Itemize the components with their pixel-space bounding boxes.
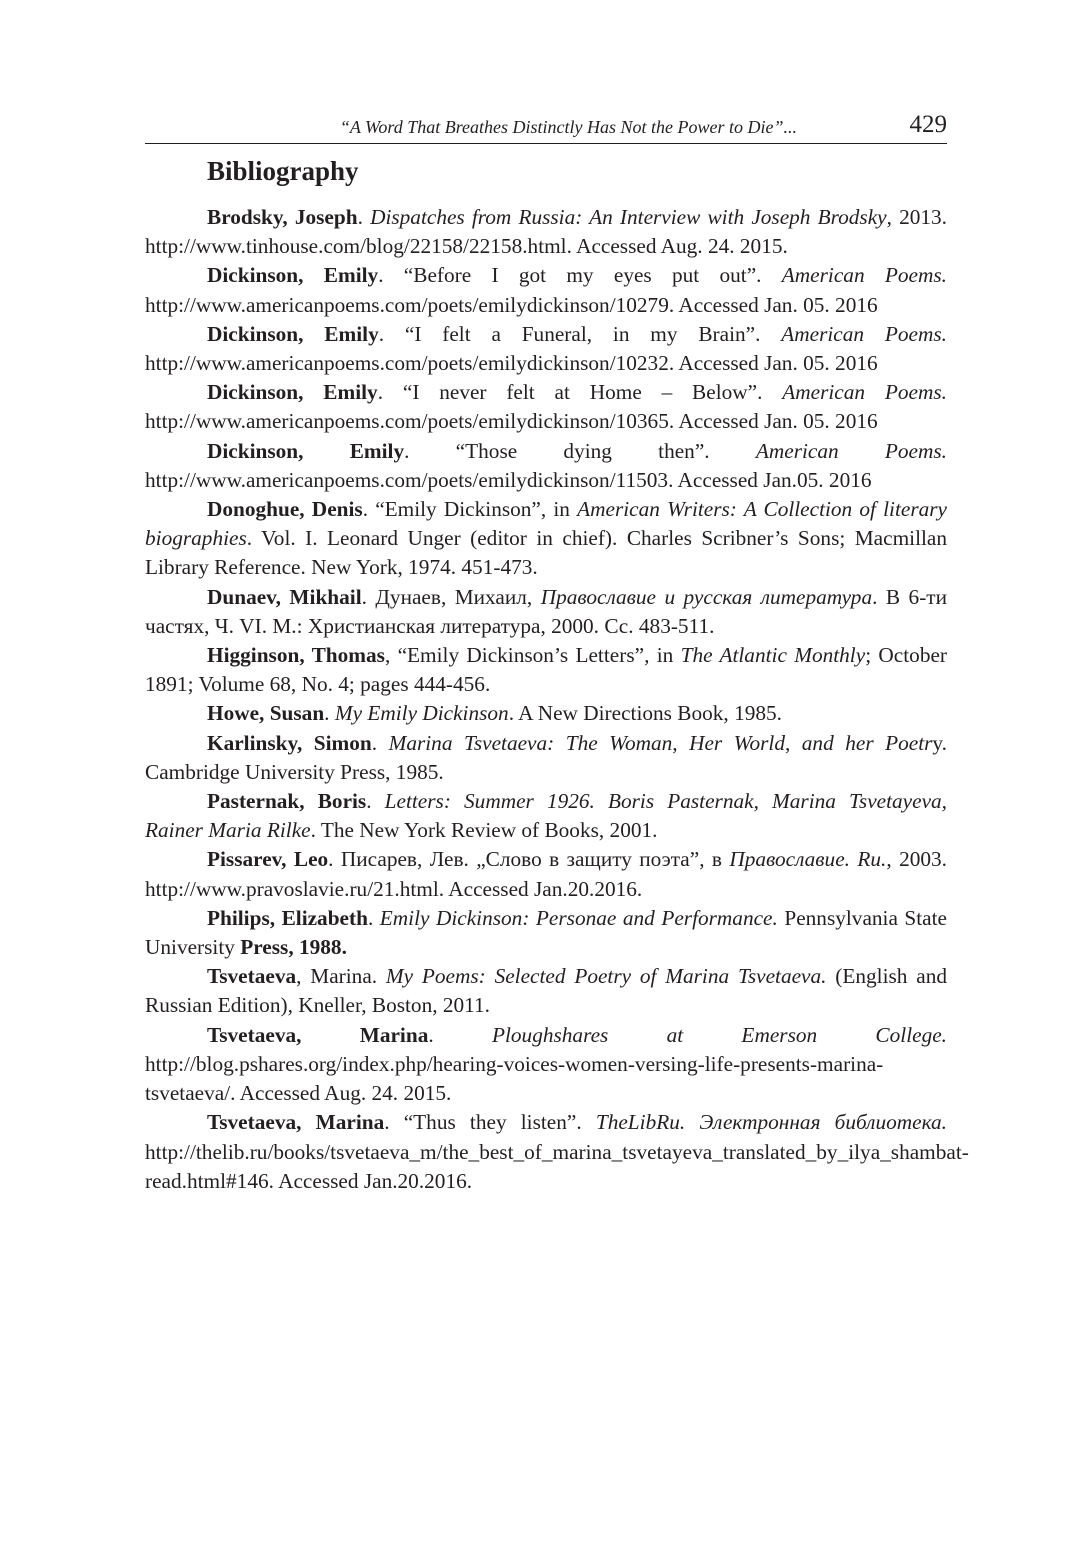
entry-title: American Poems. <box>781 263 947 288</box>
bibliography-entry <box>145 962 947 1020</box>
entry-text: . “Emily Dickinson”, in <box>362 497 578 522</box>
entry-author: Tsvetaeva <box>207 964 297 989</box>
entry-title: TheLibRu. Электронная библиотека. <box>595 1110 947 1135</box>
entry-details: y. Cambridge University Press, 1985. <box>145 730 947 784</box>
entry-author: Tsvetaeva, Marina <box>207 1110 385 1135</box>
bibliography-entry <box>145 203 947 261</box>
entry-text: , Marina. <box>296 964 386 989</box>
entry-details: . В 6-ти частях, Ч. VI. М.: Христианская литература, 2000. Сс. 483-511. <box>145 584 948 638</box>
running-header <box>145 113 947 144</box>
bibliography-entry <box>145 1021 947 1109</box>
bibliography-entry <box>145 437 947 495</box>
entry-text: . <box>428 1022 492 1047</box>
entry-title: Ploughshares at Emerson College. <box>491 1022 947 1047</box>
entry-text: . <box>371 730 389 755</box>
entry-author: Brodsky, Joseph <box>207 205 358 229</box>
entry-title: American Poems. <box>755 438 947 463</box>
entry-text: . <box>366 789 385 814</box>
entry-title: Emily Dickinson: Personae and Performance. <box>379 905 778 930</box>
entry-title: My Poems: Selected Poetry of Marina Tsvetaeva. <box>385 964 827 989</box>
bibliography-entry <box>145 845 947 903</box>
entry-author: Dickinson, Emily <box>207 321 379 346</box>
entry-text: . “I felt a Funeral, in my Brain”. <box>378 321 782 346</box>
entry-author: Pasternak, Boris <box>207 789 367 814</box>
book-page <box>145 0 969 1550</box>
entry-author: Pissarev, Leo <box>207 847 329 872</box>
entry-text: . <box>357 205 371 229</box>
entry-text: . <box>367 905 380 930</box>
entry-details: . The New York Review of Books, 2001. <box>310 818 658 843</box>
entry-author: Philips, Elizabeth <box>207 905 368 930</box>
bibliography-entry <box>145 320 947 378</box>
entry-details-bold: Press, 1988. <box>240 935 347 960</box>
section-heading: Bibliography <box>207 156 359 186</box>
bibliography-entry <box>145 378 947 436</box>
entry-title: American Poems. <box>782 380 947 405</box>
bibliography-entry <box>145 261 947 319</box>
entry-text: . “Those dying then”. <box>404 438 756 463</box>
bibliography-entry <box>145 1108 969 1196</box>
entry-details: http://blog.pshares.org/index.php/hearing-voices-women-versing-life-presents-marina-tsvetaeva/. Accessed Aug. 24. 2015. <box>145 1051 884 1106</box>
running-title: “A Word That Breathes Distinctly Has Not the Power to Die”... <box>339 117 797 137</box>
entry-text: . Писарев, Лев. „Слово в защиту поэта”, в <box>328 847 730 872</box>
entry-text: in <box>649 643 681 668</box>
entry-title: Православие и русская литература <box>540 584 873 609</box>
entry-author: Howe, Susan <box>207 701 325 726</box>
entry-details: http://www.americanpoems.com/poets/emilydickinson/10365. Accessed Jan. 05. 2016 <box>145 409 878 434</box>
bibliography-entry <box>145 495 947 583</box>
entry-title: My Emily Dickinson <box>334 701 509 726</box>
entry-text: . “Before I got my eyes put out”. <box>378 263 782 288</box>
entry-title: Letters: Summer 1926. Boris Pasternak, Marina Tsvetayeva, Rainer Maria Rilke <box>145 789 947 843</box>
entry-title: Marina Tsvetaeva: The Woman, Her World, and her Poetr <box>388 730 933 755</box>
entry-text: . <box>324 701 335 726</box>
entry-author: Tsvetaeva, Marina <box>207 1022 429 1047</box>
entry-details: , 2013. http://www.tinhouse.com/blog/22158/22158.html. Accessed Aug. 24. 2015. <box>145 205 948 259</box>
entry-text: . Дунаев, Михаил, <box>361 584 541 609</box>
entry-text: . “I never felt at Home – Below”. <box>377 380 783 405</box>
entry-title: American Poems. <box>781 321 947 346</box>
bibliography-list <box>145 203 969 1196</box>
entry-author: Dickinson, Emily <box>207 380 378 405</box>
entry-details: http://www.americanpoems.com/poets/emilydickinson/10279. Accessed Jan. 05. 2016 <box>145 292 878 317</box>
bibliography-entry <box>145 904 947 962</box>
entry-author: Donoghue, Denis <box>207 497 363 522</box>
entry-details: (English and Russian Edition), Kneller, Boston, 2011. <box>145 964 948 1018</box>
entry-details: http://www.americanpoems.com/poets/emilydickinson/10232. Accessed Jan. 05. 2016 <box>145 351 878 376</box>
bibliography-entry <box>145 641 947 699</box>
entry-author: Karlinsky, Simon <box>207 730 372 755</box>
entry-author: Dunaev, Mikhail <box>207 584 362 609</box>
entry-details: , 2003. http://www.pravoslavie.ru/21.html. Accessed Jan.20.2016. <box>145 847 947 901</box>
bibliography-entry <box>145 583 947 641</box>
entry-journal-title: The Atlantic Monthly <box>680 643 866 668</box>
bibliography-entry <box>145 729 947 787</box>
entry-author: Dickinson, Emily <box>207 263 379 288</box>
entry-details: . A New Directions Book, 1985. <box>508 701 782 726</box>
bibliography-entry <box>145 787 947 845</box>
page-number: 429 <box>909 111 947 138</box>
entry-details: ; October 1891; Volume 68, No. 4; pages 444-456. <box>145 643 948 697</box>
entry-author: Higginson, Thomas <box>207 643 385 668</box>
entry-title: Dispatches from Russia: An Interview with Joseph Brodsky <box>370 205 887 229</box>
entry-text: , “Emily Dickinson’s Letters” <box>384 643 645 668</box>
entry-details: http://thelib.ru/books/tsvetaeva_m/the_best_of_marina_tsvetayeva_translated_by_ilya_shambat-read.html#146. Accessed Jan.20.2016. <box>145 1139 969 1193</box>
entry-author: Dickinson, Emily <box>207 438 405 463</box>
entry-title: , <box>644 643 650 668</box>
bibliography-entry <box>145 699 947 728</box>
entry-title: Православие. Ru. <box>729 847 887 872</box>
entry-details: http://www.americanpoems.com/poets/emilydickinson/11503. Accessed Jan.05. 2016 <box>145 467 872 492</box>
entry-text: . “Thus they listen”. <box>384 1110 596 1135</box>
entry-details: . Vol. I. Leonard Unger (editor in chief). Charles Scribner’s Sons; Macmillan Library Reference. New York, 1974. 451-473. <box>145 526 947 580</box>
entry-title: American Writers: A Collection of literary biographies <box>145 497 947 551</box>
entry-details: Pennsylvania State University <box>145 905 948 960</box>
